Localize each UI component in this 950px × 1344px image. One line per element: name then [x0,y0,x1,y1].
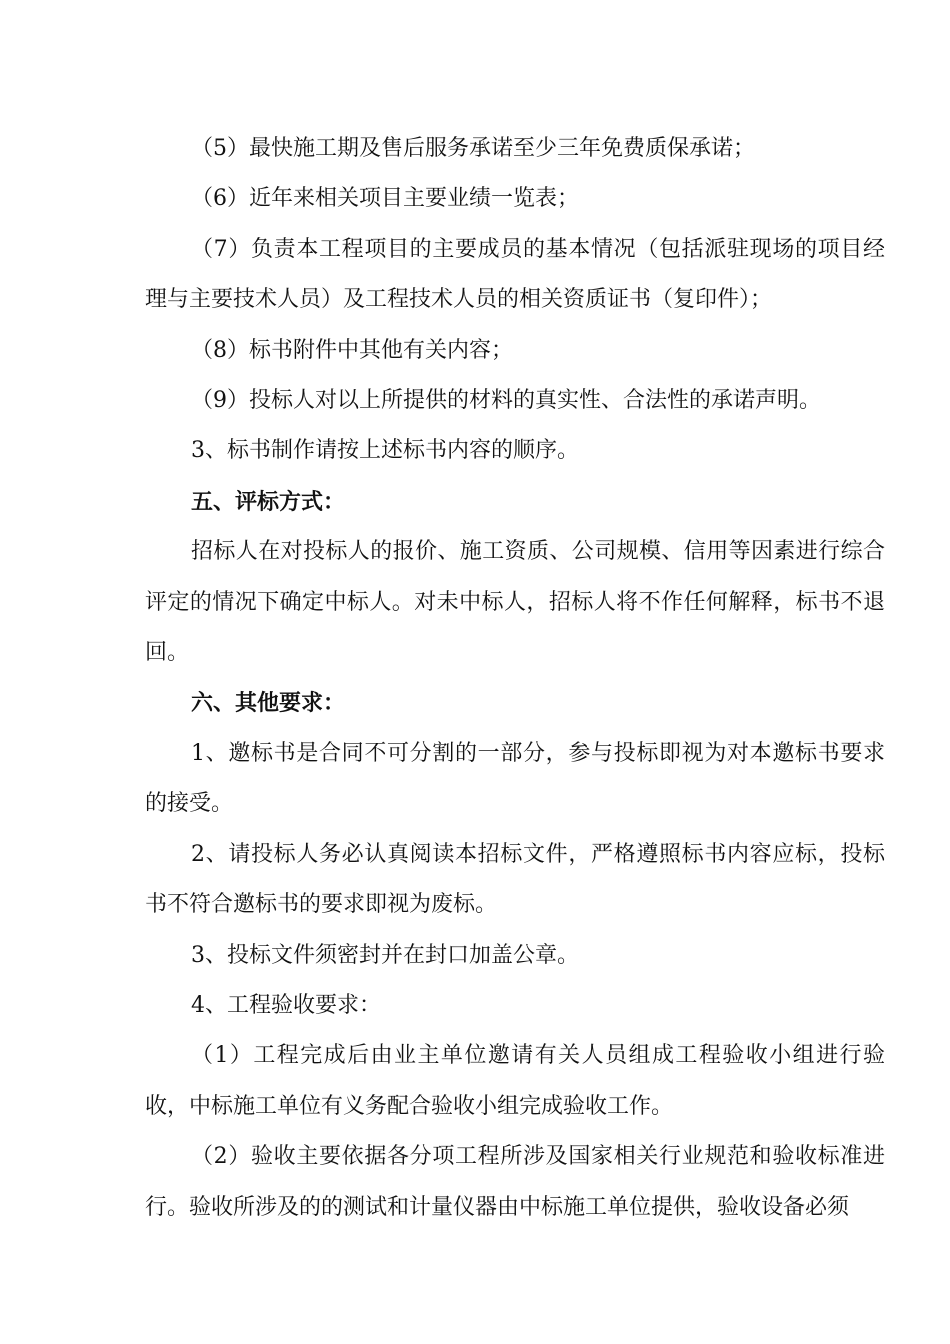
section-heading-other-requirements: 六、其他要求： [191,690,346,717]
paragraph-requirement-3: 3、投标文件须密封并在封口加盖公章。 [191,942,579,968]
paragraph-requirement-4: 4、工程验收要求： [191,992,381,1018]
section-heading-evaluation: 五、评标方式： [191,488,346,515]
paragraph-item-9: （9）投标人对以上所提供的材料的真实性、合法性的承诺声明。 [191,388,821,414]
paragraph-item-7: （7）负责本工程项目的主要成员的基本情况（包括派驻现场的项目经理与主要技术人员）及工程技术人员的相关资质证书（复印件）； [145,236,885,313]
paragraph-requirement-2: 2、请投标人务必认真阅读本招标文件，严格遵照标书内容应标，投标书不符合邀标书的要求即视为废标。 [145,841,885,918]
paragraph-acceptance-2: （2）验收主要依据各分项工程所涉及国家相关行业规范和验收标准进行。验收所涉及的的测试和计量仪器由中标施工单位提供，验收设备必须 [145,1144,885,1220]
paragraph-item-5: （5）最快施工期及售后服务承诺至少三年免费质保承诺； [191,136,755,161]
paragraph-item-8: （8）标书附件中其他有关内容； [191,337,513,363]
paragraph-acceptance-1: （1）工程完成后由业主单位邀请有关人员组成工程验收小组进行验收，中标施工单位有义务配合验收小组完成验收工作。 [145,1043,885,1119]
document-body [145,124,885,1233]
paragraph-evaluation: 招标人在对投标人的报价、施工资质、公司规模、信用等因素进行综合评定的情况下确定中标人。对未中标人，招标人将不作任何解释，标书不退回。 [145,539,885,666]
paragraph-requirement-1: 1、邀标书是合同不可分割的一部分，参与投标即视为对本邀标书要求的接受。 [145,740,885,817]
paragraph-bid-order: 3、标书制作请按上述标书内容的顺序。 [191,438,579,464]
paragraph-item-6: （6）近年来相关项目主要业绩一览表； [191,186,579,212]
